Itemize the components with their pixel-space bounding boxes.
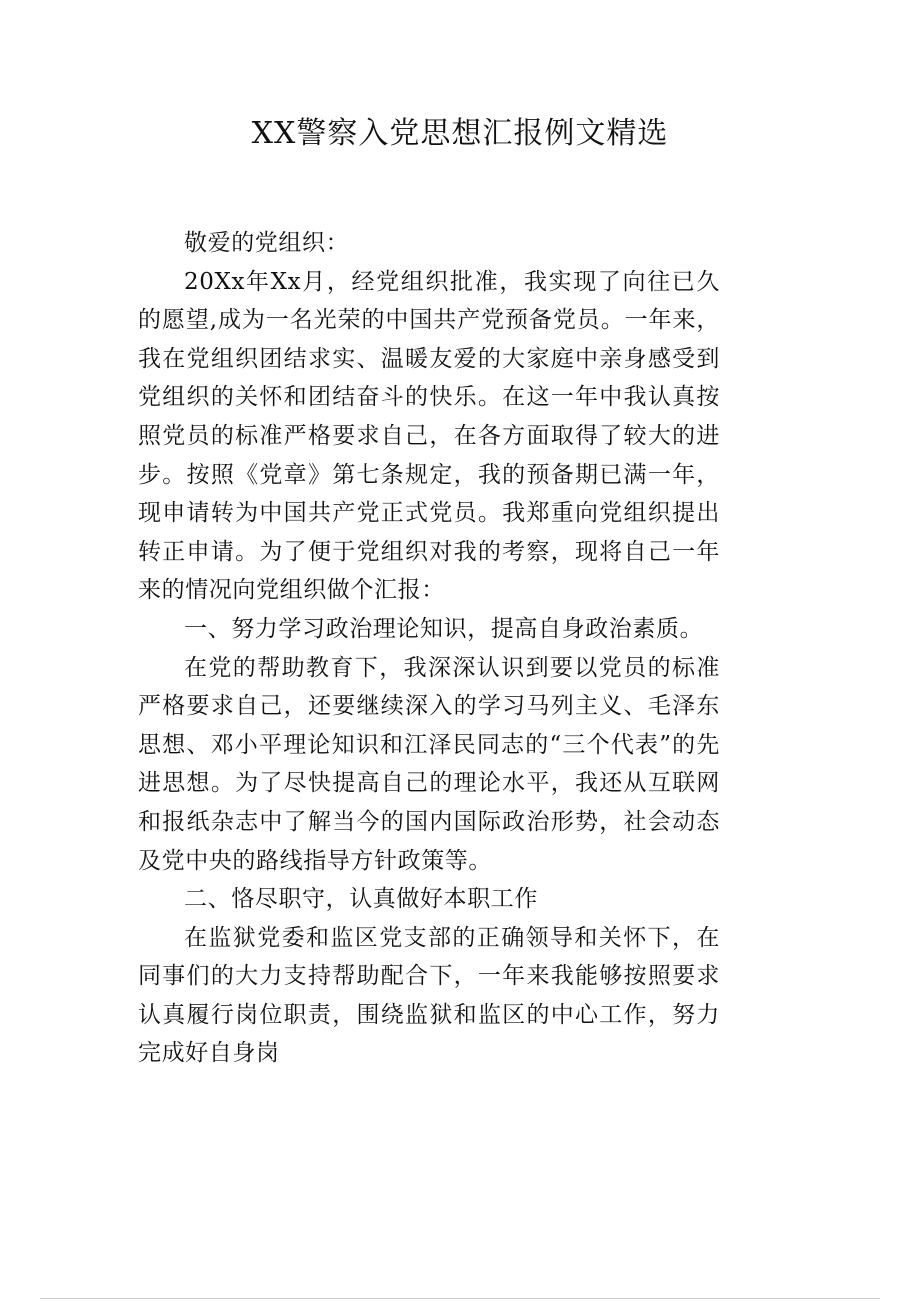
document-title: XX警察入党思想汇报例文精选 bbox=[251, 116, 669, 151]
salutation: 敬爱的党组织： bbox=[184, 230, 350, 256]
paragraph-intro: 20Xx年Xx月，经党组织批准，我实现了向往已久的愿望,成为一名光荣的中国共产党预备党员。一年来，我在党组织团结求实、温暖友爱的大家庭中亲身感受到党组织的关怀和团结奋斗的快乐。在这一年中我认真按照党员的标准严格要求自己，在各方面取得了较大的进步。按照《党章》第七条规定，我的预备期已满一年，现申请转为中国共产党正式党员。我郑重向党组织提出转正申请。为了便于党组织对我的考察，现将自己一年来的情况向党组织做个汇报： bbox=[138, 268, 720, 604]
section-heading-1: 一、努力学习政治理论知识，提高自身政治素质。 bbox=[184, 615, 704, 642]
document-body bbox=[138, 224, 720, 1073]
paragraph-section-2: 在监狱党委和监区党支部的正确领导和关怀下，在同事们的大力支持帮助配合下，一年来我能够按照要求认真履行岗位职责，围绕监狱和监区的中心工作，努力完成好自身岗 bbox=[138, 924, 720, 1067]
page-bottom-divider bbox=[40, 1298, 880, 1299]
section-heading-2: 二、恪尽职守，认真做好本职工作 bbox=[184, 886, 538, 913]
paragraph-section-1: 在党的帮助教育下，我深深认识到要以党员的标准严格要求自己，还要继续深入的学习马列主义、毛泽东思想、邓小平理论知识和江泽民同志的“三个代表”的先进思想。为了尽快提高自己的理论水平，我还从互联网和报纸杂志中了解当今的国内国际政治形势，社会动态及党中央的路线指导方针政策等。 bbox=[138, 654, 720, 874]
